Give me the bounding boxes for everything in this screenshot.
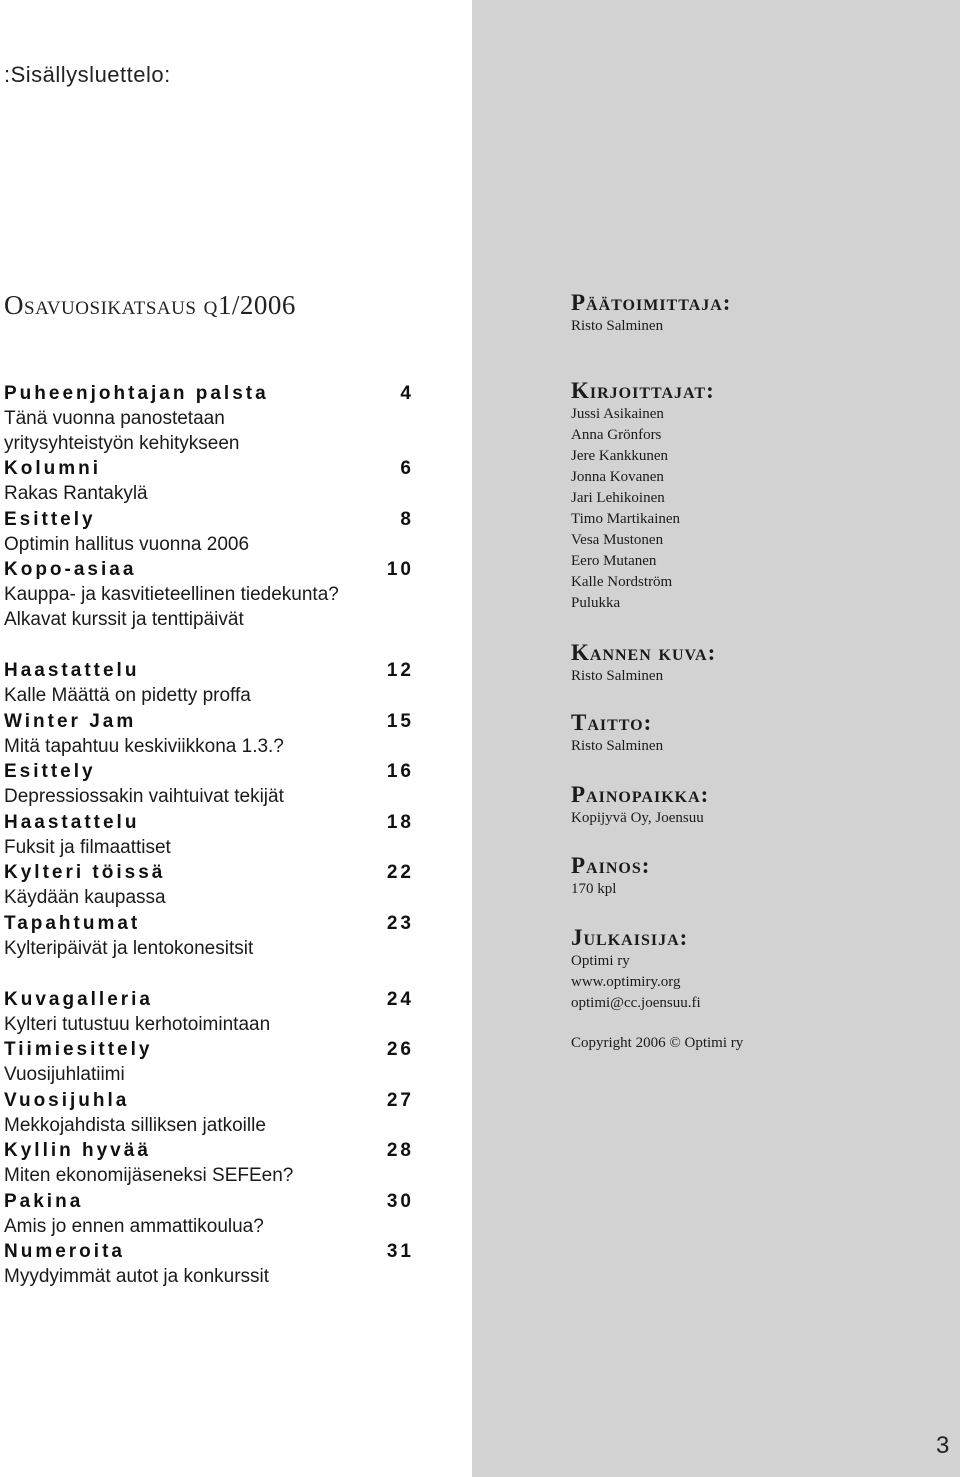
toc-entry-page: 27	[386, 1090, 414, 1111]
toc-entry-description: Kylteripäivät ja lentokonesitsit	[4, 938, 254, 959]
toc-title: :Sisällysluettelo:	[4, 62, 171, 87]
toc-entry-header	[4, 1089, 414, 1113]
credit-value: Eero Mutanen	[571, 553, 657, 569]
toc-entry-title: Kylteri töissä	[4, 862, 166, 883]
credit-label: Kirjoittajat:	[571, 378, 715, 403]
credit-value: Jere Kankkunen	[571, 448, 669, 464]
toc-entry-page: 26	[386, 1039, 414, 1060]
credit-label: Painos:	[571, 853, 651, 878]
toc-entry-description: Depressiossakin vaihtuivat tekijät	[4, 786, 284, 807]
credit-block	[571, 710, 951, 757]
toc-entry	[4, 760, 414, 809]
toc-entry-description: Vuosijuhlatiimi	[4, 1064, 125, 1085]
credit-value: optimi@cc.joensuu.fi	[571, 995, 701, 1011]
credit-value: Optimi ry	[571, 953, 630, 969]
toc-entry-page: 8	[400, 509, 414, 530]
credit-block	[571, 1033, 951, 1054]
page-number: 3	[936, 1432, 950, 1459]
toc-entry-description: Kauppa- ja kasvitieteellinen tiedekunta?	[4, 584, 339, 605]
toc-entry-description: Optimin hallitus vuonna 2006	[4, 534, 250, 555]
credit-block	[571, 925, 951, 1014]
toc-entry-page: 6	[400, 458, 414, 479]
toc-entry-title: Kyllin hyvää	[4, 1140, 151, 1161]
toc-entry-title: Tapahtumat	[4, 913, 141, 934]
toc-entry	[4, 1089, 414, 1138]
credit-block	[571, 640, 951, 687]
toc-entry-header	[4, 558, 414, 582]
credit-value: Copyright 2006 © Optimi ry	[571, 1035, 744, 1051]
toc-entry-header	[4, 382, 414, 406]
toc-entry-description: Tänä vuonna panostetaan	[4, 408, 225, 429]
toc-entry-header	[4, 760, 414, 784]
toc-entry-header	[4, 457, 414, 481]
toc-entry-description: Myydyimmät autot ja konkurssit	[4, 1266, 270, 1287]
toc-entry	[4, 811, 414, 860]
toc-entry-header	[4, 1190, 414, 1214]
toc-entry	[4, 508, 414, 557]
toc-entry-header	[4, 861, 414, 885]
credit-value: Vesa Mustonen	[571, 532, 664, 548]
toc-entry-description: Kalle Määttä on pidetty proffa	[4, 685, 251, 706]
toc-entry-description: Mekkojahdista silliksen jatkoille	[4, 1115, 266, 1136]
toc-entry-description: yritysyhteistyön kehitykseen	[4, 433, 240, 454]
toc-column	[0, 0, 472, 1477]
credit-label: Päätoimittaja:	[571, 290, 732, 315]
toc-entry-description: Alkavat kurssit ja tenttipäivät	[4, 609, 244, 630]
toc-entry-description: Amis jo ennen ammattikoulua?	[4, 1216, 264, 1237]
toc-entry-title: Puheenjohtajan palsta	[4, 383, 269, 404]
toc-entry-header	[4, 508, 414, 532]
toc-entry-title: Esittely	[4, 761, 96, 782]
toc-entry-page: 15	[386, 711, 414, 732]
credit-block	[571, 290, 951, 337]
credit-value: Jari Lehikoinen	[571, 490, 665, 506]
credit-value: Risto Salminen	[571, 738, 664, 754]
toc-entry-title: Kuvagalleria	[4, 989, 153, 1010]
section-title: Osavuosikatsaus q1/2006	[4, 290, 296, 320]
toc-entry-page: 16	[386, 761, 414, 782]
toc-entry-page: 12	[386, 660, 414, 681]
toc-entry-title: Esittely	[4, 509, 96, 530]
toc-entry-page: 28	[386, 1140, 414, 1161]
toc-entry-title: Tiimiesittely	[4, 1039, 153, 1060]
toc-entry-header	[4, 1038, 414, 1062]
toc-entry-description: Kylteri tutustuu kerhotoimintaan	[4, 1014, 271, 1035]
toc-entry-page: 4	[400, 383, 414, 404]
toc-entry-header	[4, 912, 414, 936]
toc-entry	[4, 861, 414, 910]
toc-entry	[4, 558, 414, 632]
toc-entry-page: 24	[386, 989, 414, 1010]
toc-entry	[4, 1240, 414, 1289]
toc-entry-page: 31	[386, 1241, 414, 1262]
toc-entry-title: Winter Jam	[4, 711, 137, 732]
credit-value: 170 kpl	[571, 881, 617, 897]
toc-entry-page: 18	[386, 812, 414, 833]
toc-entry	[4, 710, 414, 759]
toc-entry-page: 30	[386, 1191, 414, 1212]
toc-entry-title: Vuosijuhla	[4, 1090, 130, 1111]
toc-entry-page: 10	[386, 559, 414, 580]
toc-entry-header	[4, 811, 414, 835]
credit-value: Timo Martikainen	[571, 511, 681, 527]
toc-entry-description: Käydään kaupassa	[4, 887, 166, 908]
toc-entry-header	[4, 710, 414, 734]
credit-value: Jussi Asikainen	[571, 406, 664, 422]
toc-entry-header	[4, 988, 414, 1012]
toc-entry	[4, 382, 414, 456]
credit-block	[571, 378, 951, 614]
credit-block	[571, 782, 951, 829]
toc-entry	[4, 1139, 414, 1188]
toc-entry	[4, 1038, 414, 1087]
toc-entry	[4, 912, 414, 961]
credit-label: Julkaisija:	[571, 925, 689, 950]
toc-entry-title: Haastattelu	[4, 812, 140, 833]
credit-label: Painopaikka:	[571, 782, 710, 807]
toc-entry-description: Fuksit ja filmaattiset	[4, 837, 171, 858]
toc-entry-page: 22	[386, 862, 414, 883]
toc-entry-header	[4, 1240, 414, 1264]
toc-entry-header	[4, 659, 414, 683]
credit-block	[571, 853, 951, 900]
credit-label: Kannen kuva:	[571, 640, 717, 665]
credit-value: Anna Grönfors	[571, 427, 662, 443]
toc-entry-title: Pakina	[4, 1191, 84, 1212]
credit-value: Kopijyvä Oy, Joensuu	[571, 810, 704, 826]
toc-entry	[4, 659, 414, 708]
toc-entry-title: Haastattelu	[4, 660, 140, 681]
credit-value: www.optimiry.org	[571, 974, 681, 990]
credit-value: Kalle Nordström	[571, 574, 673, 590]
credit-value: Risto Salminen	[571, 668, 664, 684]
toc-entry-title: Numeroita	[4, 1241, 125, 1262]
credit-value: Pulukka	[571, 595, 621, 611]
toc-entry-description: Rakas Rantakylä	[4, 483, 148, 504]
toc-entry-title: Kopo-asiaa	[4, 559, 137, 580]
credit-label: Taitto:	[571, 710, 653, 735]
credit-value: Risto Salminen	[571, 318, 664, 334]
toc-entry	[4, 988, 414, 1037]
toc-entry	[4, 1190, 414, 1239]
toc-entry-page: 23	[386, 913, 414, 934]
toc-entry-description: Mitä tapahtuu keskiviikkona 1.3.?	[4, 736, 284, 757]
credit-value: Jonna Kovanen	[571, 469, 664, 485]
toc-entry	[4, 457, 414, 506]
toc-entry-description: Miten ekonomijäseneksi SEFEen?	[4, 1165, 294, 1186]
toc-entry-header	[4, 1139, 414, 1163]
toc-entry-title: Kolumni	[4, 458, 101, 479]
